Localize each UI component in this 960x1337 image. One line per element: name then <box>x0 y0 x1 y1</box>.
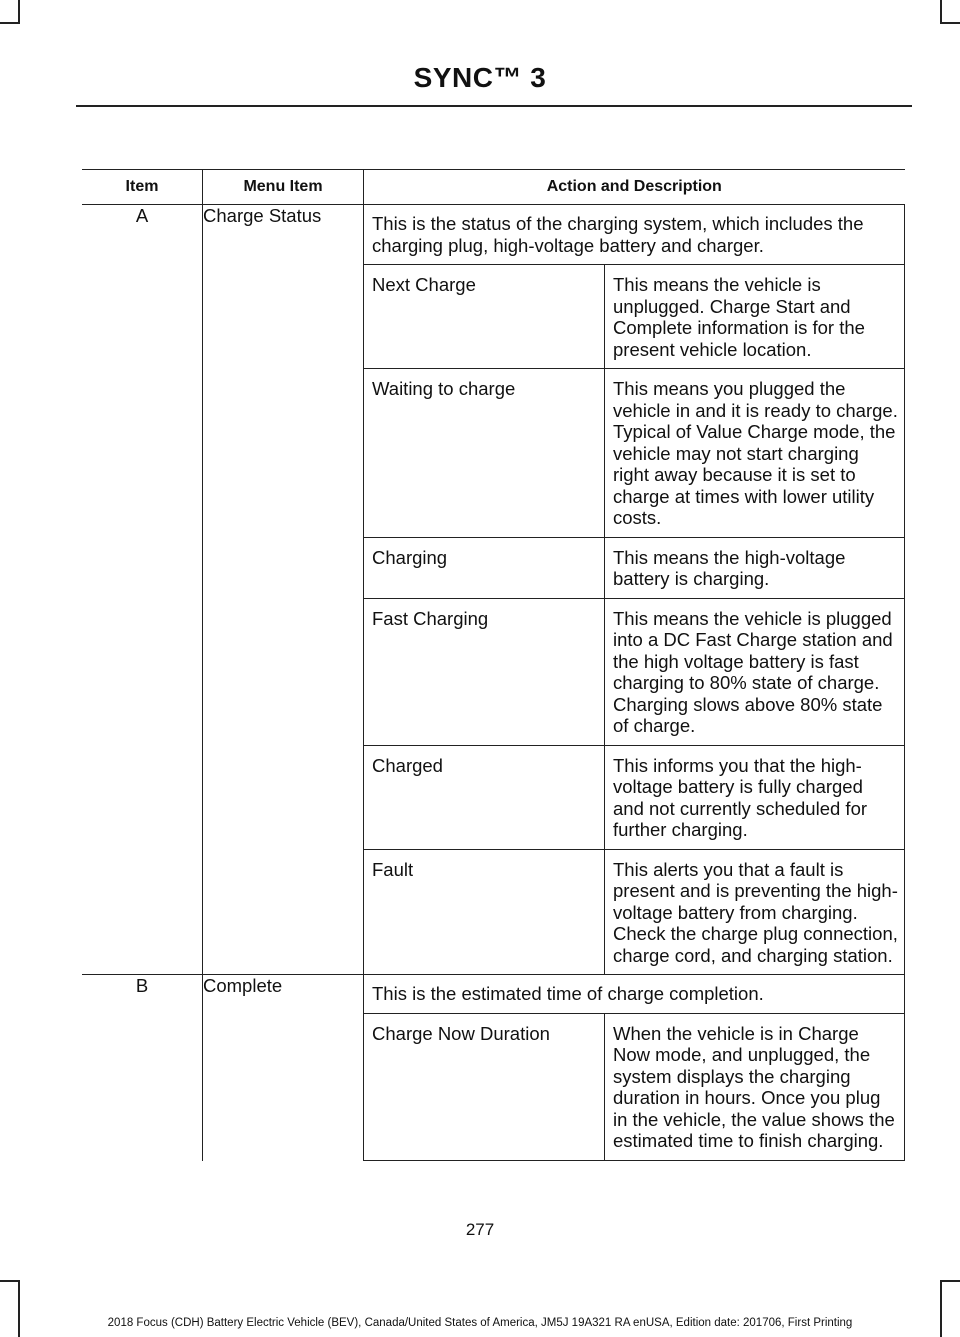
item-label: A <box>82 205 203 975</box>
sub-name: Fault <box>364 849 605 974</box>
page-number: 277 <box>465 1220 495 1239</box>
sub-table <box>364 265 904 974</box>
sub-name: Next Charge <box>364 265 605 369</box>
sub-name: Charging <box>364 537 605 598</box>
sub-description: This informs you that the high-voltage battery is fully charged and not currently scheduled for further charging. <box>605 745 905 849</box>
header-menu-item: Menu Item <box>203 170 364 205</box>
menu-item-label: Charge Status <box>203 205 364 975</box>
crop-mark <box>940 1280 960 1282</box>
footer-edition-line: 2018 Focus (CDH) Battery Electric Vehicle (BEV), Canada/United States of America, JM5J 19A321 RA enUSA, Edition date: 201706, First Printing <box>107 1317 853 1329</box>
action-cell <box>364 205 905 975</box>
sub-name: Waiting to charge <box>364 369 605 538</box>
item-label: B <box>82 975 203 1161</box>
table-row <box>82 205 905 975</box>
sub-name: Fast Charging <box>364 598 605 745</box>
crop-mark <box>0 22 20 24</box>
sub-row <box>364 849 904 974</box>
sub-description: This alerts you that a fault is present and is preventing the high-voltage battery from charging. Check the charge plug connection, charge cord, and charging station. <box>613 858 898 966</box>
sub-table <box>364 1014 904 1161</box>
sub-description: This means you plugged the vehicle in and it is ready to charge. Typical of Value Charge mode, the vehicle may not start charging right away because it is set to charge at times with lower utility costs. <box>605 369 905 538</box>
menu-table <box>82 169 905 1161</box>
sub-description: This means the vehicle is plugged into a DC Fast Charge station and the high voltage battery is fast charging to 80% state of charge. Charging slows above 80% state of charge. <box>605 598 905 745</box>
sub-row <box>364 537 904 598</box>
sub-row <box>364 265 904 369</box>
sub-description: This means the high-voltage battery is charging. <box>605 537 905 598</box>
action-cell <box>364 975 905 1161</box>
header-action: Action and Description <box>364 170 905 205</box>
sub-row <box>364 1014 904 1161</box>
menu-item-label: Complete <box>203 975 364 1161</box>
sub-name: Charged <box>364 745 605 849</box>
crop-mark <box>940 22 960 24</box>
crop-mark <box>940 0 942 24</box>
main-description: This is the estimated time of charge completion. <box>364 975 904 1014</box>
crop-mark <box>0 1280 20 1282</box>
table-row <box>82 975 905 1161</box>
sub-name: Charge Now Duration <box>364 1014 605 1161</box>
main-description: This is the status of the charging system, which includes the charging plug, high-voltage battery and charger. <box>364 205 904 265</box>
header-divider <box>76 105 912 107</box>
table-header-row <box>82 170 905 205</box>
header-item: Item <box>82 170 203 205</box>
sub-row <box>364 598 904 745</box>
sub-row <box>364 369 904 538</box>
page-title: SYNC™ 3 <box>413 62 547 93</box>
sub-description: This means the vehicle is unplugged. Charge Start and Complete information is for the present vehicle location. <box>605 265 905 369</box>
sub-row <box>364 745 904 849</box>
crop-mark <box>18 0 20 24</box>
sub-description: When the vehicle is in Charge Now mode, and unplugged, the system displays the charging duration in hours. Once you plug in the vehicle, the value shows the estimated time to finish charging. <box>613 1022 895 1151</box>
